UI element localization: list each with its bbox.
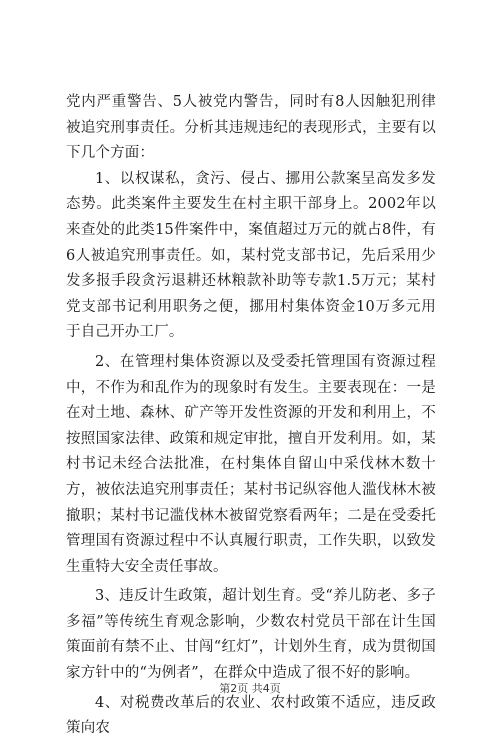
paragraph-item-3: 3、违反计生政策，超计划生育。受“养儿防老、多子多福”等传统生育观念影响，少数农村党员干部在计生国策面前有禁不止、甘闯“红灯”，计划外生育，成为贯彻国家方针中的“为例者”，在群众中造成了很不好的影响。 [66,588,436,682]
paragraph-item-2: 2、在管理村集体资源以及受委托管理国有资源过程中，不作为和乱作为的现象时有发生。主要表现在：一是在对土地、森林、矿产等开发性资源的开发和利用上，不按照国家法律、政策和规定审批，擅自开发利用。如，某村书记未经合法批准，在村集体自留山中采伐林木数十方，被依法追究刑事责任；某村书记纵容他人滥伐林木被撤职；某村书记滥伐林木被留党察看两年；二是在受委托管理国有资源过程中不认真履行职责，工作失职，以致发生重特大安全责任事故。 [66,353,436,575]
paragraph-item-4: 4、对税费改革后的农业、农村政策不适应，违反政策向农 [66,694,436,737]
paragraph-continuation: 党内严重警告、5人被党内警告，同时有8人因触犯刑律被追究刑事责任。分析其违规违纪的表现形式，主要有以下几个方面： [66,94,436,162]
page-footer: 第2页 共4页 [219,682,281,695]
document-body [66,90,436,742]
paragraph-item-1: 1、以权谋私，贪污、侵占、挪用公款案呈高发多发态势。此类案件主要发生在村主职干部身上。2002年以来查处的此类15件案件中，案值超过万元的就占8件，有6人被追究刑事责任。如，某村党支部书记，先后采用少发多报手段贪污退耕还林粮款补助等专款1.5万元；某村党支部书记利用职务之便，挪用村集体资金10万多元用于自己开办工厂。 [66,170,436,341]
